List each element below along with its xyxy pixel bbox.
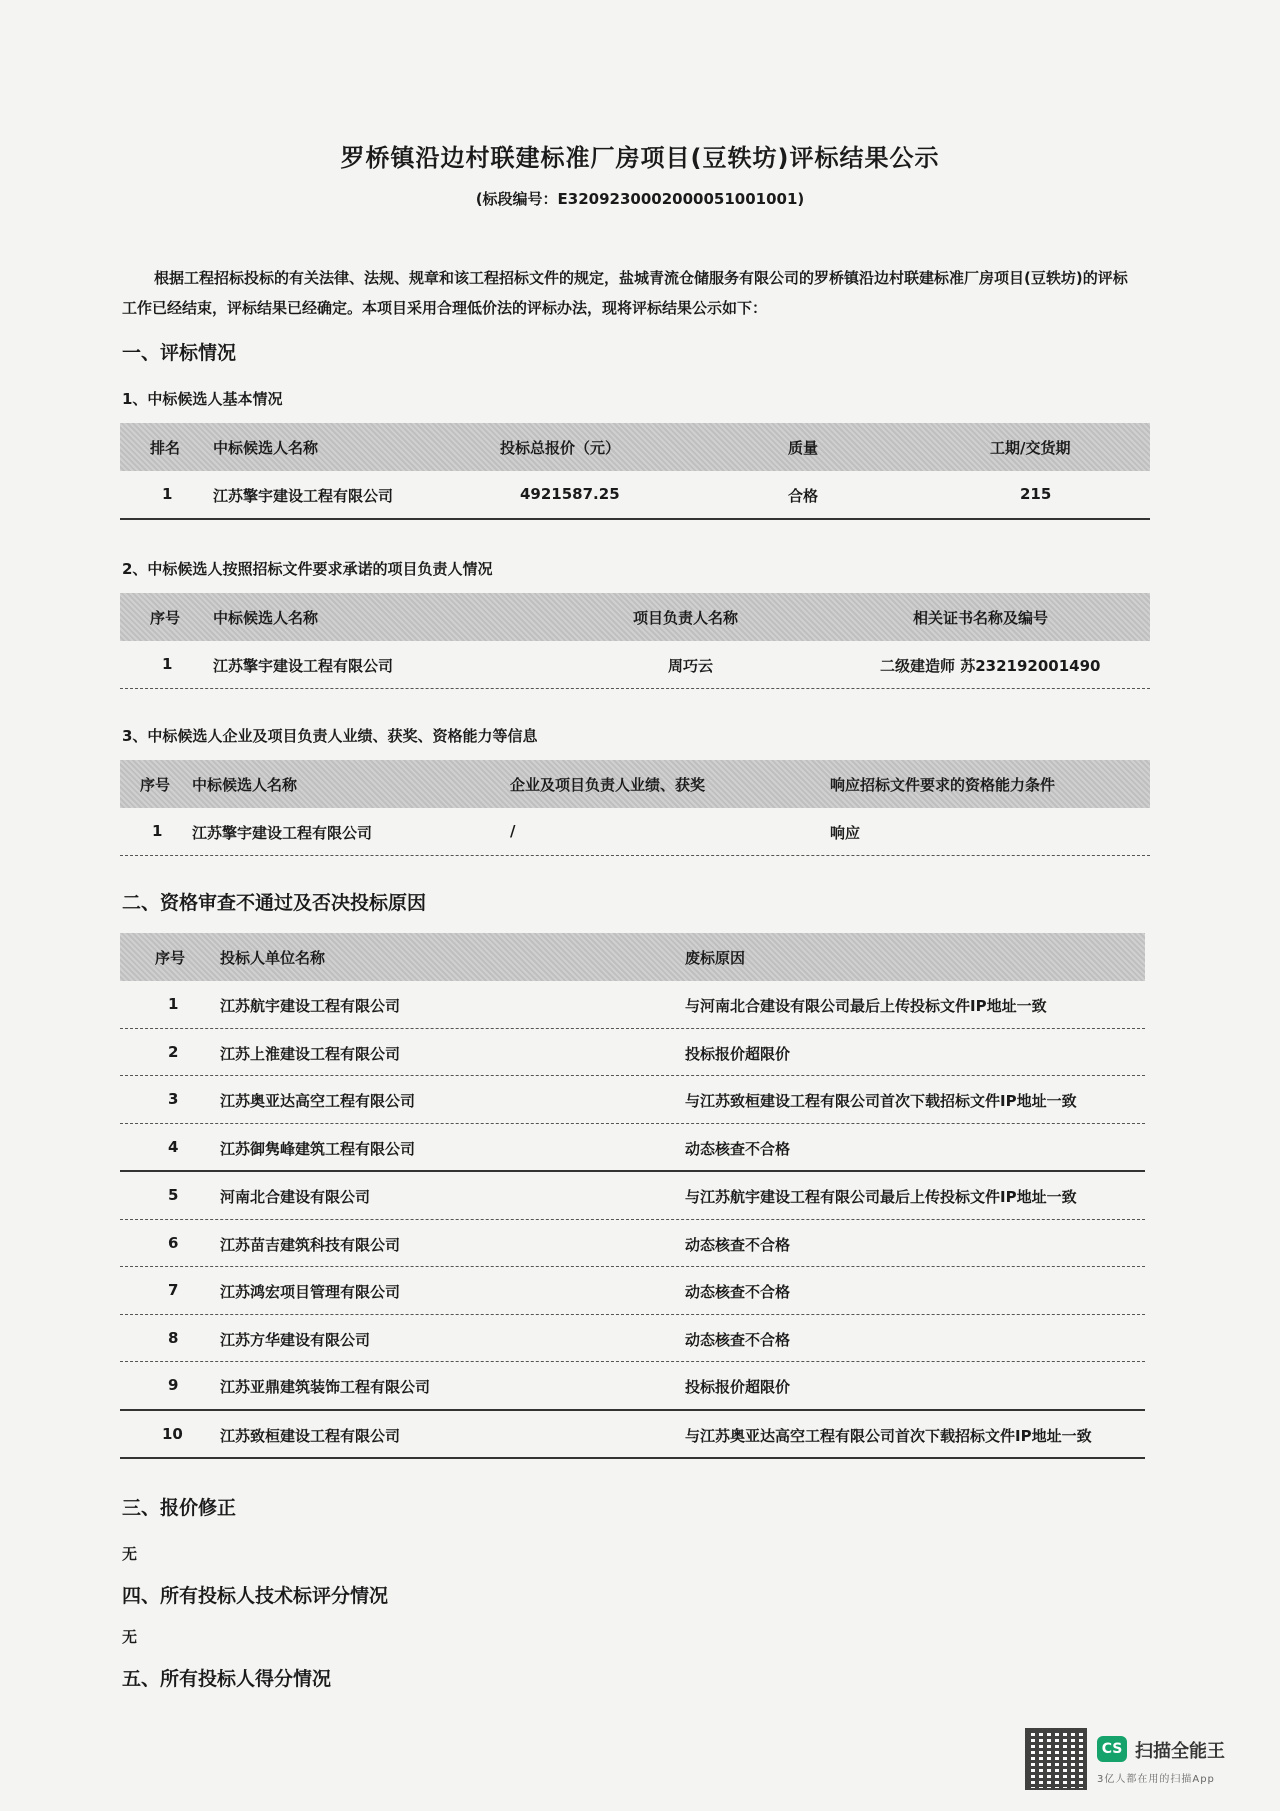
col-header: 排名 bbox=[150, 439, 181, 457]
section3-body: 无 bbox=[122, 1545, 138, 1563]
col-header: 中标候选人名称 bbox=[213, 609, 319, 627]
cell: 江苏方华建设有限公司 bbox=[220, 1330, 371, 1349]
project-leader-table bbox=[120, 593, 1150, 689]
col-header: 响应招标文件要求的资格能力条件 bbox=[830, 776, 1056, 794]
cell: 动态核查不合格 bbox=[685, 1139, 791, 1158]
intro-paragraph: 根据工程招标投标的有关法律、法规、规章和该工程招标文件的规定，盐城青流仓储服务有限公司的罗桥镇沿边村联建标准厂房项目(豆轶坊)的评标工作已经结束，评标结果已经确定。本项目采用合理低价法的评标办法，现将评标结果公示如下： bbox=[122, 269, 1128, 317]
table-row bbox=[120, 808, 1150, 856]
cell: / bbox=[510, 822, 516, 840]
cell: 江苏擎宇建设工程有限公司 bbox=[213, 657, 394, 675]
sub1-heading: 1、中标候选人基本情况 bbox=[122, 390, 283, 408]
col-header: 投标总报价（元） bbox=[500, 439, 621, 457]
sub3-heading: 3、中标候选人企业及项目负责人业绩、获奖、资格能力等信息 bbox=[122, 727, 538, 745]
cell: 4 bbox=[168, 1137, 179, 1156]
col-header: 相关证书名称及编号 bbox=[913, 609, 1049, 627]
cell: 1 bbox=[162, 485, 173, 503]
scanner-tagline: 3亿人都在用的扫描App bbox=[1097, 1774, 1215, 1785]
table-row bbox=[120, 1124, 1145, 1173]
table-header bbox=[120, 933, 1145, 981]
cell: 7 bbox=[168, 1281, 179, 1299]
col-header: 序号 bbox=[140, 776, 171, 794]
section4-body: 无 bbox=[122, 1628, 138, 1646]
table-header bbox=[120, 760, 1150, 808]
section2-heading: 二、资格审查不通过及否决投标原因 bbox=[122, 892, 427, 914]
cell: 3 bbox=[168, 1090, 179, 1108]
cell: 4921587.25 bbox=[520, 485, 620, 503]
cell: 8 bbox=[168, 1328, 179, 1347]
table-row bbox=[120, 471, 1150, 520]
document-subtitle: (标段编号：E3209230002000051001001) bbox=[475, 190, 805, 208]
table-row bbox=[120, 1411, 1145, 1460]
cell: 江苏亚鼎建筑装饰工程有限公司 bbox=[220, 1378, 431, 1396]
cell: 合格 bbox=[788, 487, 819, 505]
cell: 投标报价超限价 bbox=[685, 1378, 791, 1396]
cell: 5 bbox=[168, 1186, 179, 1204]
cell: 江苏上淮建设工程有限公司 bbox=[220, 1044, 401, 1063]
cell: 动态核查不合格 bbox=[685, 1330, 791, 1349]
col-header: 序号 bbox=[155, 949, 186, 967]
candidate-basic-table bbox=[120, 423, 1150, 520]
rejected-bidders-table bbox=[120, 933, 1145, 1459]
qualification-table bbox=[120, 760, 1150, 856]
cell: 1 bbox=[168, 995, 179, 1013]
table-row bbox=[120, 1220, 1145, 1268]
cell: 江苏御隽峰建筑工程有限公司 bbox=[220, 1139, 416, 1158]
table-header bbox=[120, 423, 1150, 471]
cell: 江苏擎宇建设工程有限公司 bbox=[192, 824, 373, 842]
cell: 9 bbox=[168, 1376, 179, 1394]
cell: 江苏航宇建设工程有限公司 bbox=[220, 997, 401, 1015]
cell: 江苏鸿宏项目管理有限公司 bbox=[220, 1283, 401, 1301]
scanner-watermark bbox=[1025, 1728, 1255, 1792]
table-row bbox=[120, 981, 1145, 1029]
table-row bbox=[120, 1076, 1145, 1124]
cell: 6 bbox=[168, 1233, 179, 1252]
table-row bbox=[120, 1267, 1145, 1315]
col-header: 中标候选人名称 bbox=[213, 439, 319, 457]
col-header: 工期/交货期 bbox=[990, 439, 1071, 457]
col-header: 废标原因 bbox=[685, 949, 746, 967]
cell: 1 bbox=[152, 822, 163, 840]
cell: 投标报价超限价 bbox=[685, 1044, 791, 1063]
qr-code-icon bbox=[1025, 1728, 1087, 1790]
cell: 动态核查不合格 bbox=[685, 1235, 791, 1254]
section3-heading: 三、报价修正 bbox=[122, 1497, 237, 1519]
cell: 215 bbox=[1020, 485, 1052, 503]
cell: 周巧云 bbox=[668, 657, 714, 675]
cell: 二级建造师 苏232192001490 bbox=[880, 657, 1101, 675]
table-row bbox=[120, 1315, 1145, 1363]
section1-heading: 一、评标情况 bbox=[122, 342, 237, 364]
table-row bbox=[120, 641, 1150, 689]
scanner-app-name: 扫描全能王 bbox=[1135, 1741, 1225, 1762]
table-header bbox=[120, 593, 1150, 641]
table-row bbox=[120, 1362, 1145, 1411]
col-header: 序号 bbox=[150, 609, 181, 627]
section5-heading: 五、所有投标人得分情况 bbox=[122, 1668, 332, 1690]
cell: 河南北合建设有限公司 bbox=[220, 1188, 371, 1206]
cell: 10 bbox=[162, 1424, 183, 1443]
section4-heading: 四、所有投标人技术标评分情况 bbox=[122, 1585, 389, 1607]
cell: 江苏苗吉建筑科技有限公司 bbox=[220, 1235, 401, 1254]
document-title: 罗桥镇沿边村联建标准厂房项目(豆轶坊)评标结果公示 bbox=[340, 144, 940, 172]
table-row bbox=[120, 1029, 1145, 1077]
cell: 与河南北合建设有限公司最后上传投标文件IP地址一致 bbox=[685, 997, 1047, 1015]
table-row bbox=[120, 1172, 1145, 1220]
cell: 江苏擎宇建设工程有限公司 bbox=[213, 487, 394, 505]
cell: 动态核查不合格 bbox=[685, 1283, 791, 1301]
cs-logo-icon: CS bbox=[1097, 1736, 1127, 1762]
col-header: 企业及项目负责人业绩、获奖 bbox=[510, 776, 706, 794]
col-header: 中标候选人名称 bbox=[192, 776, 298, 794]
sub2-heading: 2、中标候选人按照招标文件要求承诺的项目负责人情况 bbox=[122, 560, 493, 578]
col-header: 质量 bbox=[788, 439, 819, 457]
cell: 江苏致桓建设工程有限公司 bbox=[220, 1426, 401, 1445]
cell: 2 bbox=[168, 1042, 179, 1061]
cell: 江苏奥亚达高空工程有限公司 bbox=[220, 1092, 416, 1110]
cell: 与江苏致桓建设工程有限公司首次下载招标文件IP地址一致 bbox=[685, 1092, 1077, 1110]
col-header: 项目负责人名称 bbox=[633, 609, 739, 627]
cell: 1 bbox=[162, 655, 173, 673]
col-header: 投标人单位名称 bbox=[220, 949, 326, 967]
cell: 与江苏航宇建设工程有限公司最后上传投标文件IP地址一致 bbox=[685, 1188, 1077, 1206]
cell: 与江苏奥亚达高空工程有限公司首次下载招标文件IP地址一致 bbox=[685, 1426, 1092, 1445]
cell: 响应 bbox=[830, 824, 861, 842]
